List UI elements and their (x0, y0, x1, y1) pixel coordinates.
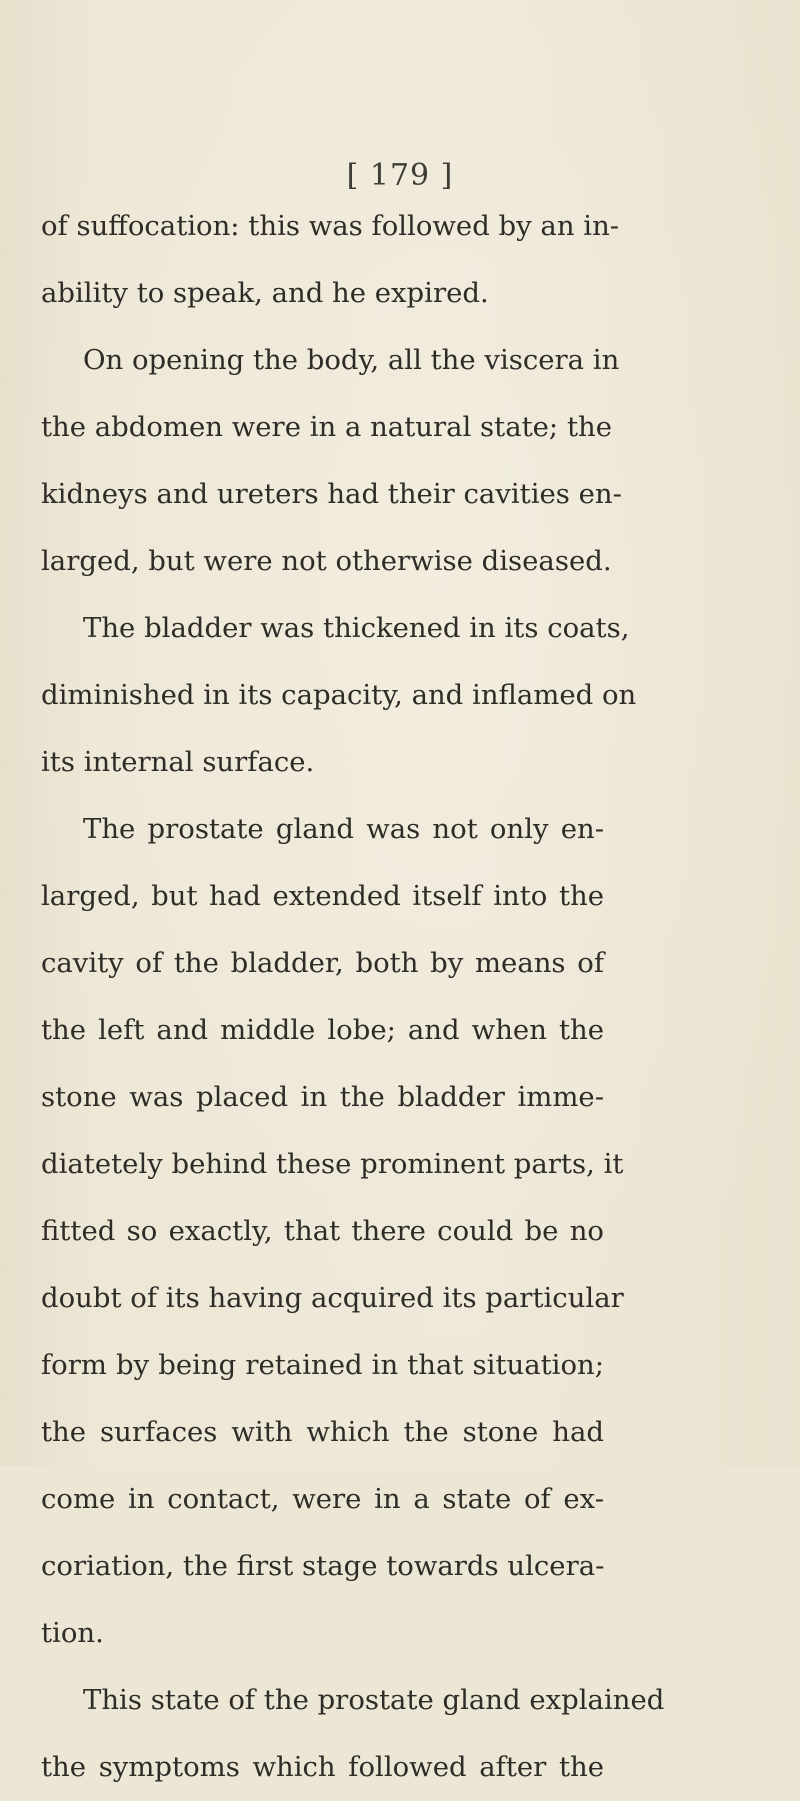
text-line: larged, but had extended itself into the (41, 880, 604, 912)
text-line: doubt of its having acquired its particular (41, 1282, 624, 1314)
text-line: its internal surface. (41, 746, 315, 778)
text-line: coriation, the first stage towards ulcera- (41, 1550, 605, 1582)
text-line: of suffocation: this was followed by an in- (41, 210, 620, 242)
text-line: cavity of the bladder, both by means of (41, 947, 604, 979)
text-line: form by being retained in that situation; (41, 1349, 604, 1381)
text-line: come in contact, were in a state of ex- (41, 1483, 604, 1515)
text-line: larged, but were not otherwise diseased. (41, 545, 612, 577)
text-line: fitted so exactly, that there could be no (41, 1215, 604, 1247)
text-line: tion. (41, 1617, 104, 1649)
text-line: the left and middle lobe; and when the (41, 1014, 604, 1046)
text-line: ability to speak, and he expired. (41, 277, 489, 309)
text-line: kidneys and ureters had their cavities en- (41, 478, 622, 510)
text-line: diatetely behind these prominent parts, it (41, 1148, 624, 1180)
text-line: The bladder was thickened in its coats, (83, 612, 630, 644)
text-line: stone was placed in the bladder imme- (41, 1081, 604, 1113)
text-line: On opening the body, all the viscera in (83, 344, 620, 376)
text-line: the abdomen were in a natural state; the (41, 411, 612, 443)
text-line: diminished in its capacity, and inflamed on (41, 679, 637, 711)
text-line: the symptoms which followed after the (41, 1751, 604, 1783)
text-line: the surfaces with which the stone had (41, 1416, 604, 1448)
text-line: This state of the prostate gland explained (83, 1684, 665, 1716)
text-line: The prostate gland was not only en- (83, 813, 604, 845)
body-text (41, 193, 665, 1801)
page-number-header: [ 179 ] (346, 158, 454, 193)
